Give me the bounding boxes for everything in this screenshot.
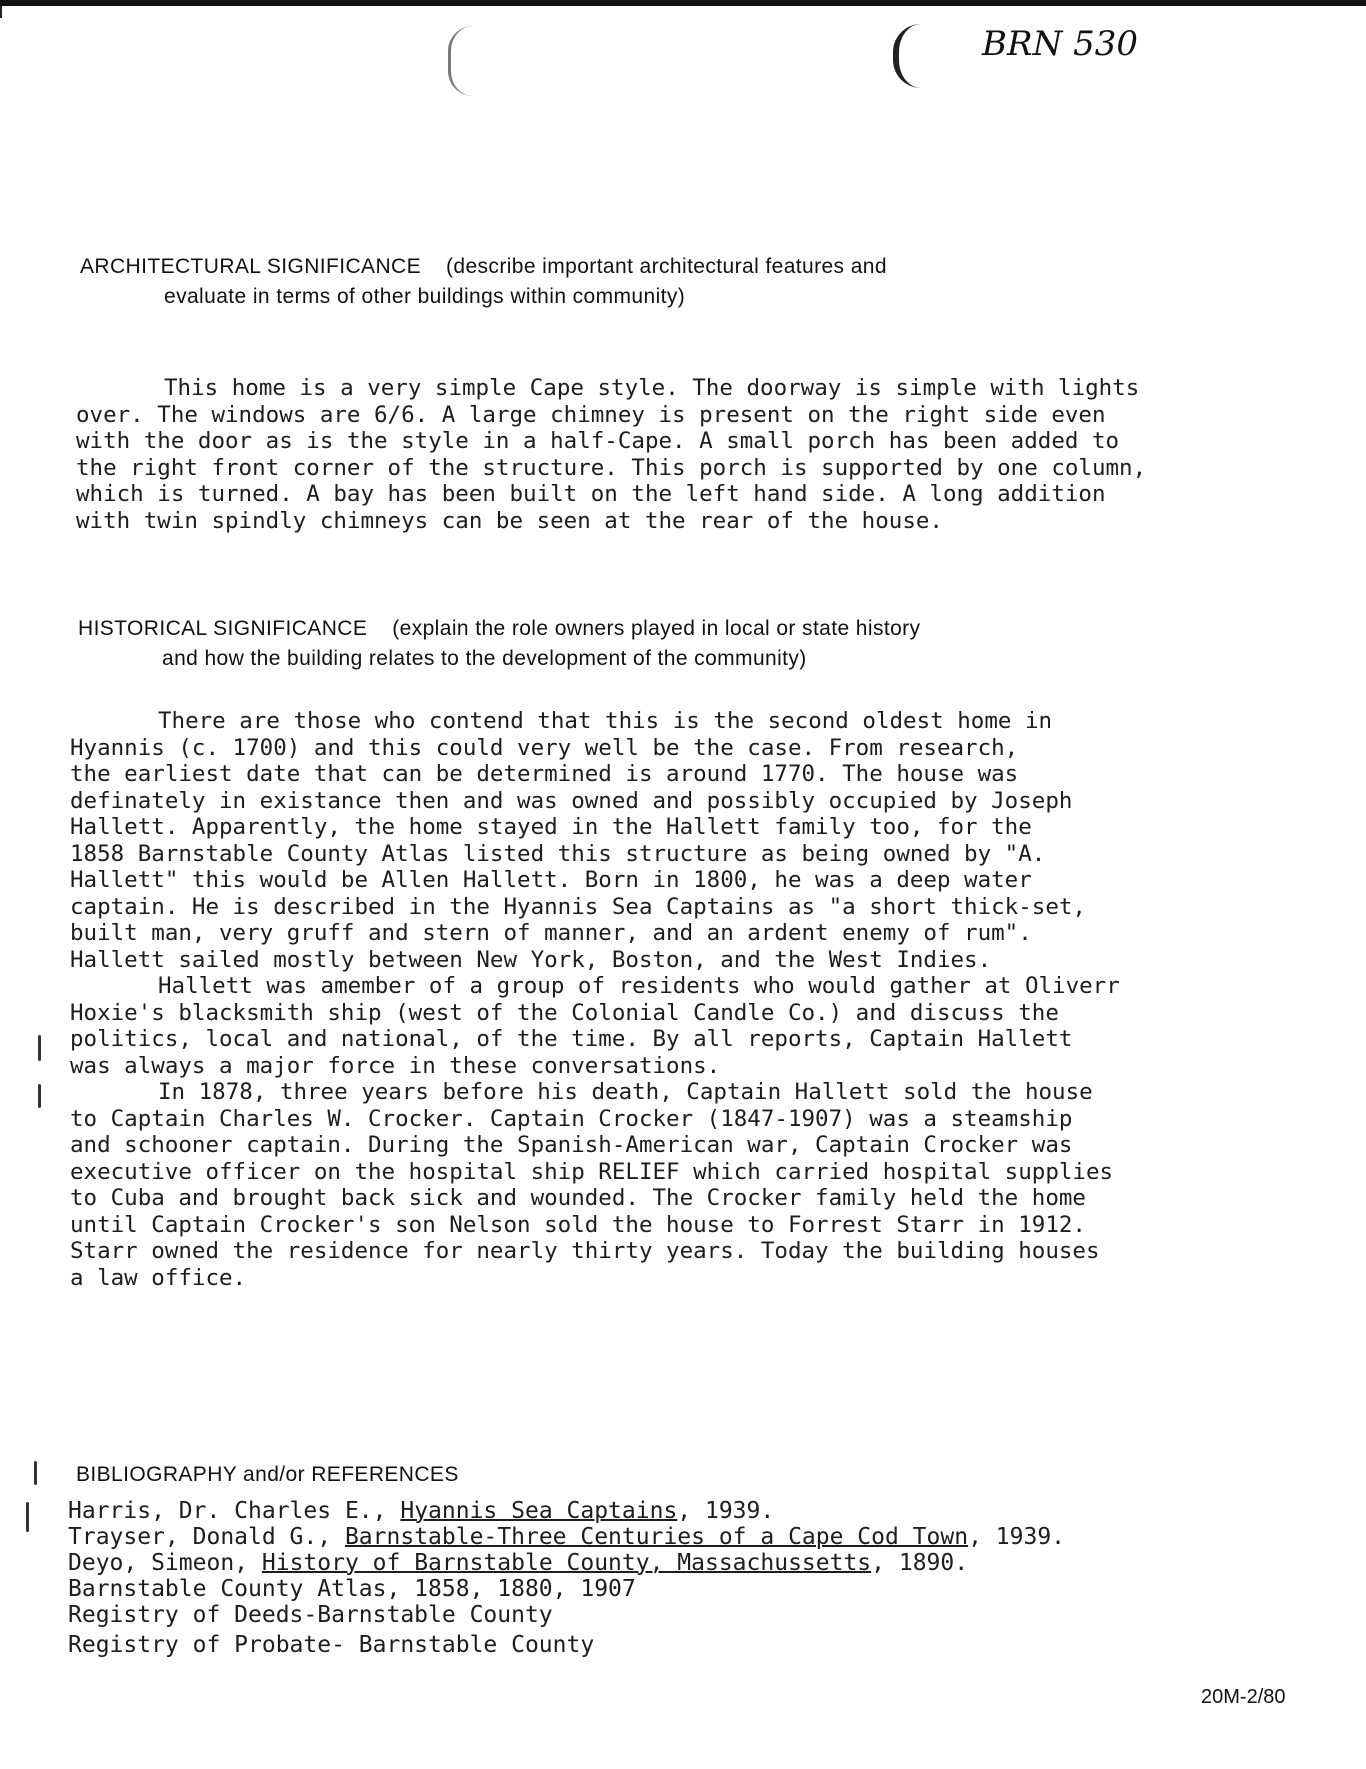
text-line: This home is a very simple Cape style. The doorway is simple with lights bbox=[164, 375, 1140, 401]
text-line: to Captain Charles W. Crocker. Captain Crocker (1847-1907) was a steamship bbox=[70, 1105, 1073, 1132]
bibliography-entry: Trayser, Donald G., Barnstable-Three Centuries of a Cape Cod Town, 1939. bbox=[68, 1524, 1066, 1550]
bibliography-entry: Deyo, Simeon, History of Barnstable County, Massachussetts, 1890. bbox=[68, 1550, 969, 1576]
text-line: was always a major force in these conversations. bbox=[70, 1052, 721, 1079]
text-line: 1858 Barnstable County Atlas listed this structure as being owned by "A. bbox=[70, 840, 1046, 867]
text-line: There are those who contend that this is the second oldest home in bbox=[158, 708, 1053, 734]
margin-pen-mark bbox=[38, 1035, 41, 1061]
text-line: Hoxie's blacksmith ship (west of the Colonial Candle Co.) and discuss the bbox=[70, 999, 1059, 1026]
architectural-instruction-cont: evaluate in terms of other buildings within community) bbox=[164, 285, 686, 308]
text-line: the right front corner of the structure. This porch is supported by one column, bbox=[76, 454, 1147, 481]
punch-hole-mark bbox=[448, 26, 473, 96]
reference-title: History of Barnstable County, Massachussetts bbox=[261, 1550, 872, 1576]
architectural-instruction: (describe important architectural features and bbox=[445, 255, 887, 278]
text-line: which is turned. A bay has been built on the left hand side. A long addition bbox=[76, 481, 1106, 507]
bibliography-entry: Barnstable County Atlas, 1858, 1880, 1907 bbox=[68, 1576, 636, 1602]
text-line: with the door as is the style in a half-Cape. A small porch has been added to bbox=[76, 428, 1120, 454]
text-line: the earliest date that can be determined is around 1770. The house was bbox=[70, 761, 1019, 787]
text-line: definately in existance then and was owned and possibly occupied by Joseph bbox=[70, 787, 1073, 814]
text-line: until Captain Crocker's son Nelson sold the house to Forrest Starr in 1912. bbox=[70, 1211, 1086, 1238]
text-line: Hallett was amember of a group of residents who would gather at Oliverr bbox=[158, 973, 1120, 999]
text-line: Starr owned the residence for nearly thirty years. Today the building houses bbox=[70, 1238, 1100, 1264]
reference-title: Barnstable-Three Centuries of a Cape Cod Town bbox=[344, 1524, 969, 1550]
text-line: Hyannis (c. 1700) and this could very well be the case. From research, bbox=[70, 734, 1019, 761]
text-line: and schooner captain. During the Spanish-American war, Captain Crocker was bbox=[70, 1132, 1073, 1158]
margin-pen-mark bbox=[38, 1084, 41, 1108]
handwritten-reference-number: BRN 530 bbox=[982, 24, 1139, 64]
text-line: Hallett" this would be Allen Hallett. Born in 1800, he was a deep water bbox=[70, 867, 1032, 893]
reference-title: Hyannis Sea Captains bbox=[400, 1498, 678, 1524]
text-line: Hallett sailed mostly between New York, Boston, and the West Indies. bbox=[70, 946, 992, 973]
punch-hole-mark bbox=[893, 24, 921, 88]
bibliography-list bbox=[68, 1498, 1065, 1658]
text-line: built man, very gruff and stern of manner, and an ardent enemy of rum". bbox=[70, 920, 1032, 946]
historical-heading: HISTORICAL SIGNIFICANCE bbox=[78, 617, 368, 640]
bibliography-entry: Harris, Dr. Charles E., Hyannis Sea Captains, 1939. bbox=[68, 1498, 775, 1524]
margin-pen-mark bbox=[34, 1461, 37, 1485]
historical-description bbox=[70, 708, 1120, 1291]
historical-instruction-cont: and how the building relates to the development of the community) bbox=[162, 647, 807, 670]
scan-top-border bbox=[0, 0, 1366, 6]
text-line: a law office. bbox=[70, 1264, 247, 1291]
bibliography-heading: BIBLIOGRAPHY and/or REFERENCES bbox=[76, 1463, 459, 1486]
architectural-heading: ARCHITECTURAL SIGNIFICANCE bbox=[80, 255, 421, 278]
text-line: over. The windows are 6/6. A large chimney is present on the right side even bbox=[76, 401, 1106, 428]
architectural-description bbox=[76, 375, 1146, 534]
bibliography-entry: Registry of Probate- Barnstable County bbox=[68, 1632, 595, 1658]
margin-pen-mark bbox=[26, 1502, 29, 1532]
text-line: In 1878, three years before his death, Captain Hallett sold the house bbox=[158, 1079, 1093, 1105]
scan-edge-mark bbox=[0, 6, 2, 18]
bibliography-entry: Registry of Deeds-Barnstable County bbox=[68, 1602, 553, 1628]
text-line: Hallett. Apparently, the home stayed in the Hallett family too, for the bbox=[70, 814, 1032, 840]
form-code: 20M-2/80 bbox=[1201, 1686, 1286, 1708]
text-line: captain. He is described in the Hyannis Sea Captains as "a short thick-set, bbox=[70, 893, 1086, 920]
historical-instruction: (explain the role owners played in local or state history bbox=[392, 617, 921, 640]
text-line: to Cuba and brought back sick and wounded. The Crocker family held the home bbox=[70, 1185, 1086, 1211]
architectural-heading-block bbox=[80, 252, 887, 312]
historical-heading-block bbox=[78, 614, 920, 674]
text-line: politics, local and national, of the time. By all reports, Captain Hallett bbox=[70, 1026, 1073, 1052]
text-line: with twin spindly chimneys can be seen at the rear of the house. bbox=[76, 507, 943, 534]
text-line: executive officer on the hospital ship RELIEF which carried hospital supplies bbox=[70, 1158, 1114, 1185]
